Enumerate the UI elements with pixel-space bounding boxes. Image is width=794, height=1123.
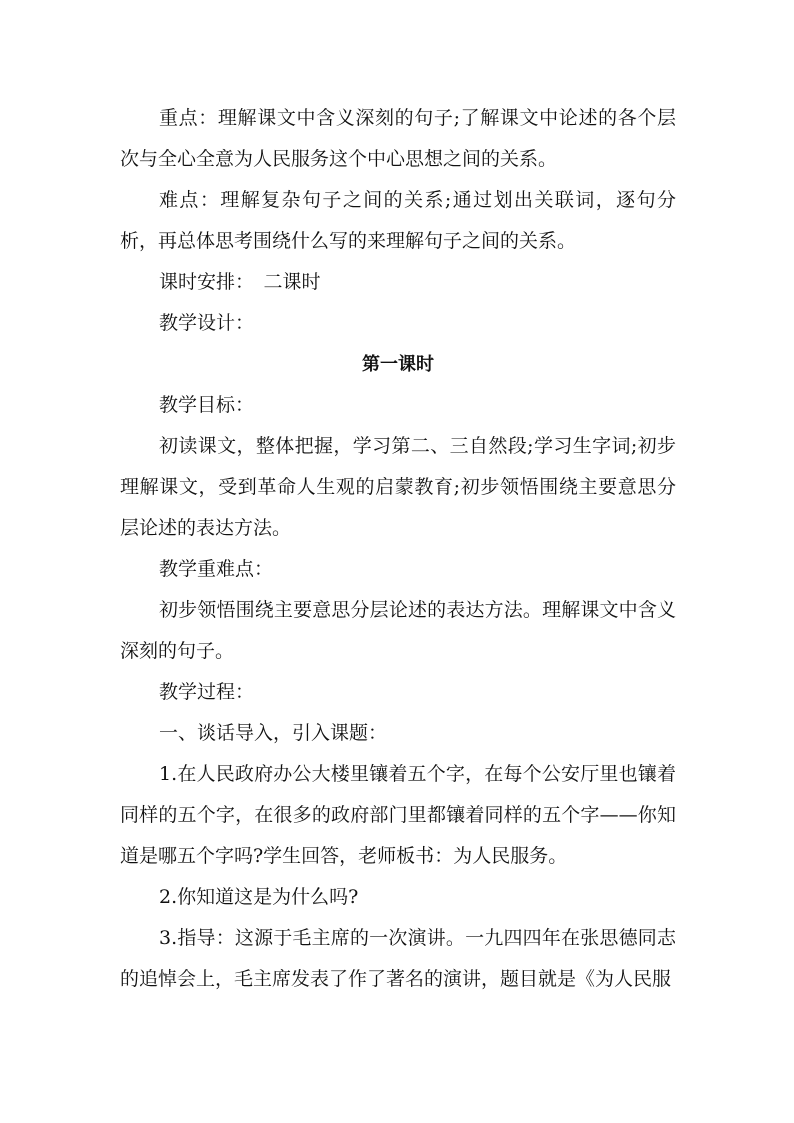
step-item-2: 2.你知道这是为什么吗? xyxy=(159,886,359,908)
key-difficulties-label: 教学重难点： xyxy=(159,558,274,580)
document-body xyxy=(120,98,676,1000)
key-points-paragraph: 重点：理解课文中含义深刻的句子;了解课文中论述的各个层次与全心全意为人民服务这个中心思想之间的关系。 xyxy=(120,107,676,170)
section-title: 第一课时 xyxy=(362,354,434,375)
step-item-1: 1.在人民政府办公大楼里镶着五个字，在每个公安厅里也镶着同样的五个字，在很多的政府部门里都镶着同样的五个字——你知道是哪五个字吗?学生回答，老师板书：为人民服务。 xyxy=(120,763,676,867)
class-hours-paragraph: 课时安排： 二课时 xyxy=(159,271,321,293)
teaching-goals-label: 教学目标： xyxy=(159,394,255,416)
key-difficulties-paragraph: 初步领悟围绕主要意思分层论述的表达方法。理解课文中含义深刻的句子。 xyxy=(120,599,676,662)
teaching-process-label: 教学过程： xyxy=(159,681,255,703)
step-item-3: 3.指导：这源于毛主席的一次演讲。一九四四年在张思德同志的追悼会上，毛主席发表了作了著名的演讲，题目就是《为人民服 xyxy=(120,927,676,990)
step-one-heading: 一、谈话导入，引入课题： xyxy=(159,722,388,744)
difficult-points-paragraph: 难点：理解复杂句子之间的关系;通过划出关联词，逐句分析，再总体思考围绕什么写的来理解句子之间的关系。 xyxy=(120,189,676,252)
teaching-design-label: 教学设计： xyxy=(159,312,255,334)
teaching-goals-paragraph: 初读课文，整体把握，学习第二、三自然段;学习生字词;初步理解课文，受到革命人生观的启蒙教育;初步领悟围绕主要意思分层论述的表达方法。 xyxy=(120,435,676,539)
